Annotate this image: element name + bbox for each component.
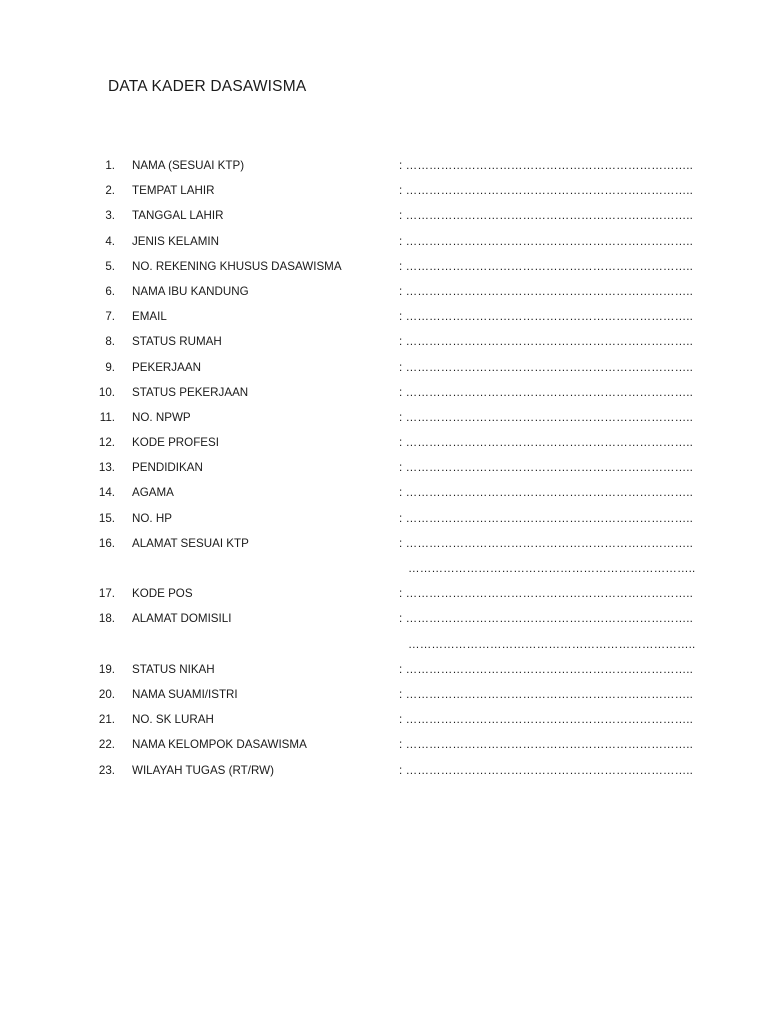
field-label: ALAMAT SESUAI KTP [132,536,249,550]
field-number: 19. [98,662,115,676]
fill-in-line-continued[interactable]: ……………………………………………………………….. [408,562,696,575]
fill-in-line[interactable]: : ……………………………………………………………….. [399,360,693,374]
field-label: STATUS PEKERJAAN [132,385,249,399]
form-field-row [0,405,768,430]
form-field-row [0,455,768,480]
field-number: 1. [105,159,115,172]
fill-in-line[interactable]: : ……………………………………………………………….. [399,687,693,701]
fill-in-line[interactable]: : ……………………………………………………………….. [399,259,693,273]
field-label: WILAYAH TUGAS (RT/RW) [132,763,274,777]
form-field-row [0,506,768,531]
fill-in-line[interactable]: : ……………………………………………………………….. [399,436,693,450]
field-label: JENIS KELAMIN [132,234,219,248]
field-label: STATUS RUMAH [132,335,222,349]
field-label: NO. NPWP [132,410,191,424]
field-label: NO. HP [132,511,172,525]
field-number: 8. [105,335,115,349]
fill-in-line[interactable]: : ……………………………………………………………….. [399,310,693,324]
fill-in-line[interactable]: : ……………………………………………………………….. [399,587,693,601]
fill-in-line[interactable]: : ……………………………………………………………….. [399,662,693,676]
field-label: NAMA IBU KANDUNG [132,284,249,298]
fill-in-line[interactable]: : ……………………………………………………………….. [399,713,693,727]
form-field-row [0,229,768,254]
field-number: 7. [105,310,115,324]
form-field-row [0,178,768,203]
fill-in-line[interactable]: : ……………………………………………………………….. [399,159,693,172]
fill-in-line[interactable]: : ……………………………………………………………….. [399,763,693,777]
fill-in-line[interactable]: : ……………………………………………………………….. [399,335,693,349]
field-number: 6. [105,284,115,298]
form-field-row [0,304,768,329]
field-number: 9. [105,360,115,374]
fill-in-line[interactable]: : ……………………………………………………………….. [399,461,693,475]
form-field-row [0,355,768,380]
field-number: 16. [98,536,115,550]
field-number: 21. [98,713,115,727]
form-field-continuation-row [0,556,768,581]
fill-in-line[interactable]: : ……………………………………………………………….. [399,612,693,626]
fill-in-line[interactable]: : ……………………………………………………………….. [399,385,693,399]
field-label: KODE POS [132,587,193,601]
field-number: 23. [98,763,115,777]
field-number: 22. [98,738,115,752]
fill-in-line[interactable]: : ……………………………………………………………….. [399,536,693,550]
field-number: 13. [98,461,115,475]
field-label: PEKERJAAN [132,360,201,374]
field-number: 3. [105,209,115,223]
form-field-row [0,707,768,732]
field-number: 12. [98,436,115,450]
form-field-row [0,203,768,228]
fill-in-line[interactable]: : ……………………………………………………………….. [399,184,693,198]
fill-in-line[interactable]: : ……………………………………………………………….. [399,284,693,298]
page-title: DATA KADER DASAWISMA [108,78,307,95]
field-number: 14. [98,486,115,500]
field-label: TANGGAL LAHIR [132,209,224,223]
field-number: 18. [98,612,115,626]
field-label: STATUS NIKAH [132,662,215,676]
field-number: 20. [98,687,115,701]
form-field-row [0,682,768,707]
field-number: 17. [98,587,115,601]
form-field-row [0,430,768,455]
form-field-row [0,606,768,631]
field-label: NO. REKENING KHUSUS DASAWISMA [132,259,342,273]
field-number: 15. [98,511,115,525]
field-label: AGAMA [132,486,174,500]
fill-in-line-continued[interactable]: ……………………………………………………………….. [408,637,696,651]
form-field-row [0,732,768,757]
field-label: TEMPAT LAHIR [132,184,215,198]
form-field-row [0,153,768,178]
fill-in-line[interactable]: : ……………………………………………………………….. [399,511,693,525]
field-number: 4. [105,234,115,248]
fill-in-line[interactable]: : ……………………………………………………………….. [399,738,693,752]
form-field-list [0,153,768,783]
field-label: NAMA KELOMPOK DASAWISMA [132,738,307,752]
form-field-row [0,531,768,556]
form-field-continuation-row [0,632,768,657]
form-field-row [0,380,768,405]
form-field-row [0,581,768,606]
form-field-row [0,279,768,304]
form-field-row [0,758,768,783]
field-label: ALAMAT DOMISILI [132,612,232,626]
form-field-row [0,657,768,682]
fill-in-line[interactable]: : ……………………………………………………………….. [399,209,693,223]
field-label: PENDIDIKAN [132,461,203,475]
field-label: NAMA (SESUAI KTP) [132,159,245,172]
field-label: NO. SK LURAH [132,713,214,727]
field-number: 10. [98,385,115,399]
field-label: EMAIL [132,310,167,324]
fill-in-line[interactable]: : ……………………………………………………………….. [399,486,693,500]
field-number: 11. [99,410,115,424]
field-number: 2. [105,184,115,198]
form-field-row [0,254,768,279]
fill-in-line[interactable]: : ……………………………………………………………….. [399,410,693,424]
form-field-row [0,329,768,354]
field-label: KODE PROFESI [132,436,219,450]
field-number: 5. [105,259,115,273]
form-field-row [0,480,768,505]
fill-in-line[interactable]: : ……………………………………………………………….. [399,234,693,248]
field-label: NAMA SUAMI/ISTRI [132,687,238,701]
